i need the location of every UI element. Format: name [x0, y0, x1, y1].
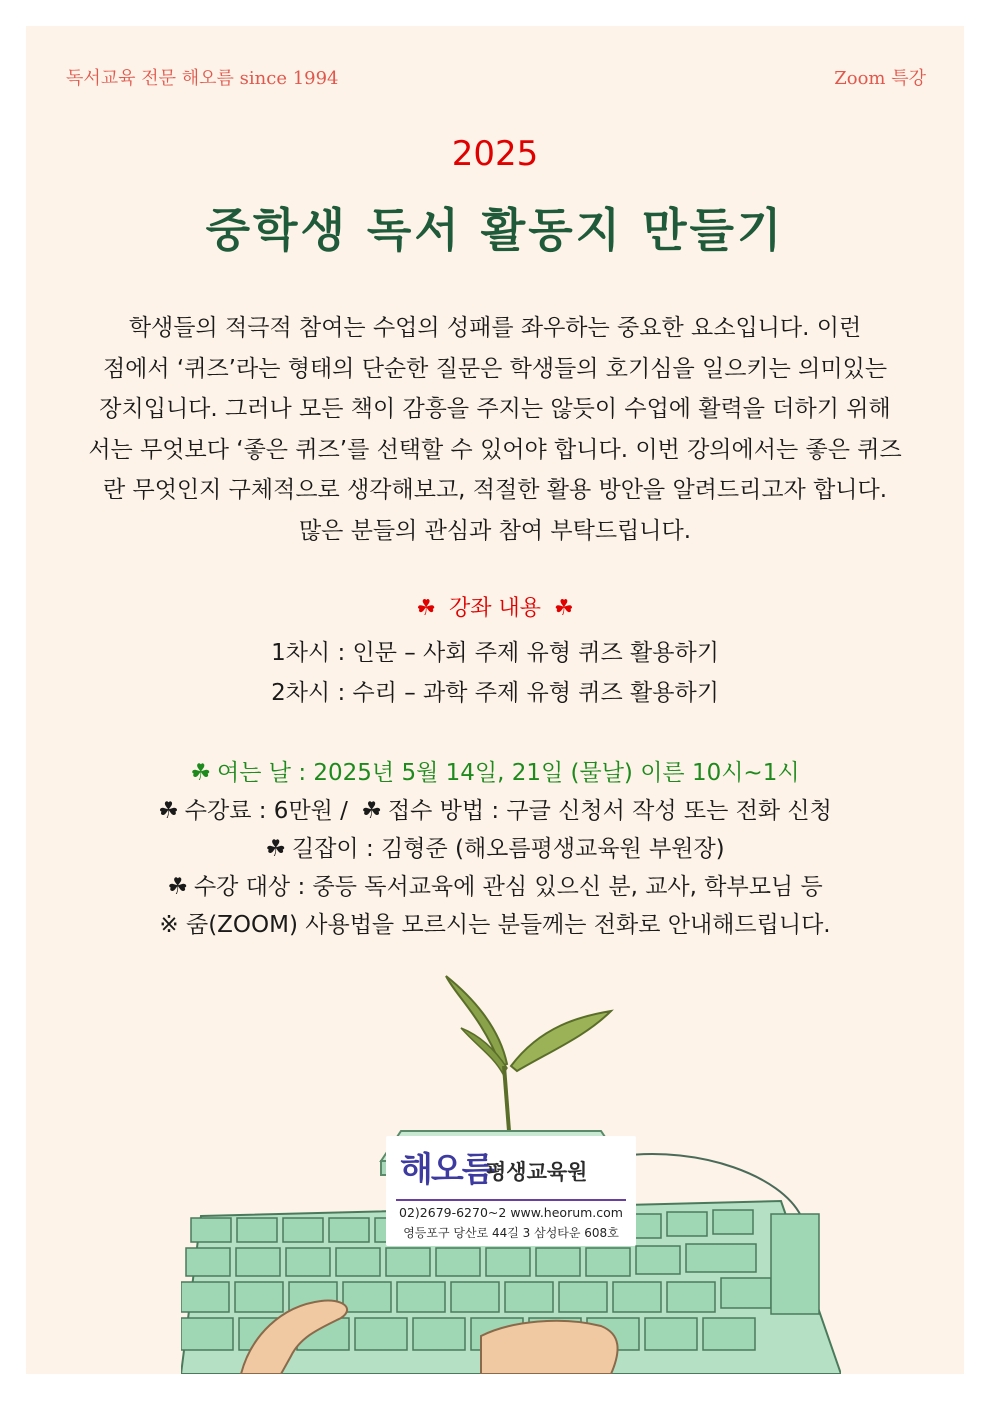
intro-line: 학생들의 적극적 참여는 수업의 성패를 좌우하는 중요한 요소입니다. 이런 — [128, 315, 862, 341]
session-2: 2차시 : 수리 – 과학 주제 유형 퀴즈 활용하기 — [271, 680, 719, 706]
clover-icon: ☘ — [416, 596, 436, 621]
intro-line: 점에서 ‘퀴즈’라는 형태의 단순한 질문은 학생들의 호기심을 일으키는 의미있는 — [102, 355, 888, 382]
clover-icon: ☘ — [158, 798, 179, 824]
logo-contact: 02)2679-6270~2 www.heorum.com — [399, 1205, 623, 1220]
target-line — [26, 868, 964, 901]
year-label: 2025 — [451, 134, 539, 174]
clover-icon: ☘ — [554, 596, 574, 621]
logo-name: 평생교육원 — [486, 1160, 588, 1184]
intro-paragraph — [40, 308, 950, 551]
session-1: 1차시 : 인문 – 사회 주제 유형 퀴즈 활용하기 — [271, 640, 719, 666]
logo-address: 영등포구 당산로 44길 3 삼성타운 608호 — [403, 1226, 619, 1240]
zoom-note: ※ 줌(ZOOM) 사용법을 모르시는 분들께는 전화로 안내해드립니다. — [159, 912, 831, 938]
target-text: 수강 대상 : 중등 독서교육에 관심 있으신 분, 교사, 학부모님 등 — [193, 874, 823, 900]
content-heading-label: 강좌 내용 — [448, 596, 541, 621]
institute-logo-card — [386, 1136, 636, 1246]
clover-icon: ☘ — [361, 798, 382, 824]
header-zoom-label: Zoom 특강 — [834, 68, 926, 89]
intro-line: 장치입니다. 그러나 모든 책이 감흥을 주지는 않듯이 수업에 활력을 더하기 위해 — [99, 396, 891, 422]
content-heading — [26, 591, 964, 622]
instructor-line — [26, 830, 964, 863]
intro-line: 서는 무엇보다 ‘좋은 퀴즈’를 선택할 수 있어야 합니다. 이번 강의에서는 좋은 퀴즈 — [88, 436, 902, 463]
logo-mark: 해오름 — [400, 1150, 493, 1190]
intro-line: 많은 분들의 관심과 참여 부탁드립니다. — [298, 517, 692, 544]
instructor-text: 길잡이 : 김형준 (해오름평생교육원 부원장) — [291, 836, 725, 862]
fee-apply-line — [26, 792, 964, 825]
clover-icon: ☘ — [265, 836, 286, 862]
logo-divider — [396, 1199, 626, 1201]
apply-text: 접수 방법 : 구글 신청서 작성 또는 전화 신청 — [387, 798, 832, 824]
date-text: 여는 날 : 2025년 5월 14일, 21일 (물날) 이른 10시~1시 — [217, 760, 800, 786]
date-line — [26, 754, 964, 787]
fee-text: 수강료 : 6만원 / — [184, 798, 348, 824]
poster — [26, 26, 964, 1374]
header-brand: 독서교육 전문 해오름 since 1994 — [66, 68, 339, 89]
clover-icon: ☘ — [167, 874, 188, 900]
page-title: 중학생 독서 활동지 만들기 — [205, 203, 785, 257]
intro-line: 란 무엇인지 구체적으로 생각해보고, 적절한 활용 방안을 알려드리고자 합니다. — [102, 477, 888, 503]
clover-icon: ☘ — [190, 760, 212, 786]
